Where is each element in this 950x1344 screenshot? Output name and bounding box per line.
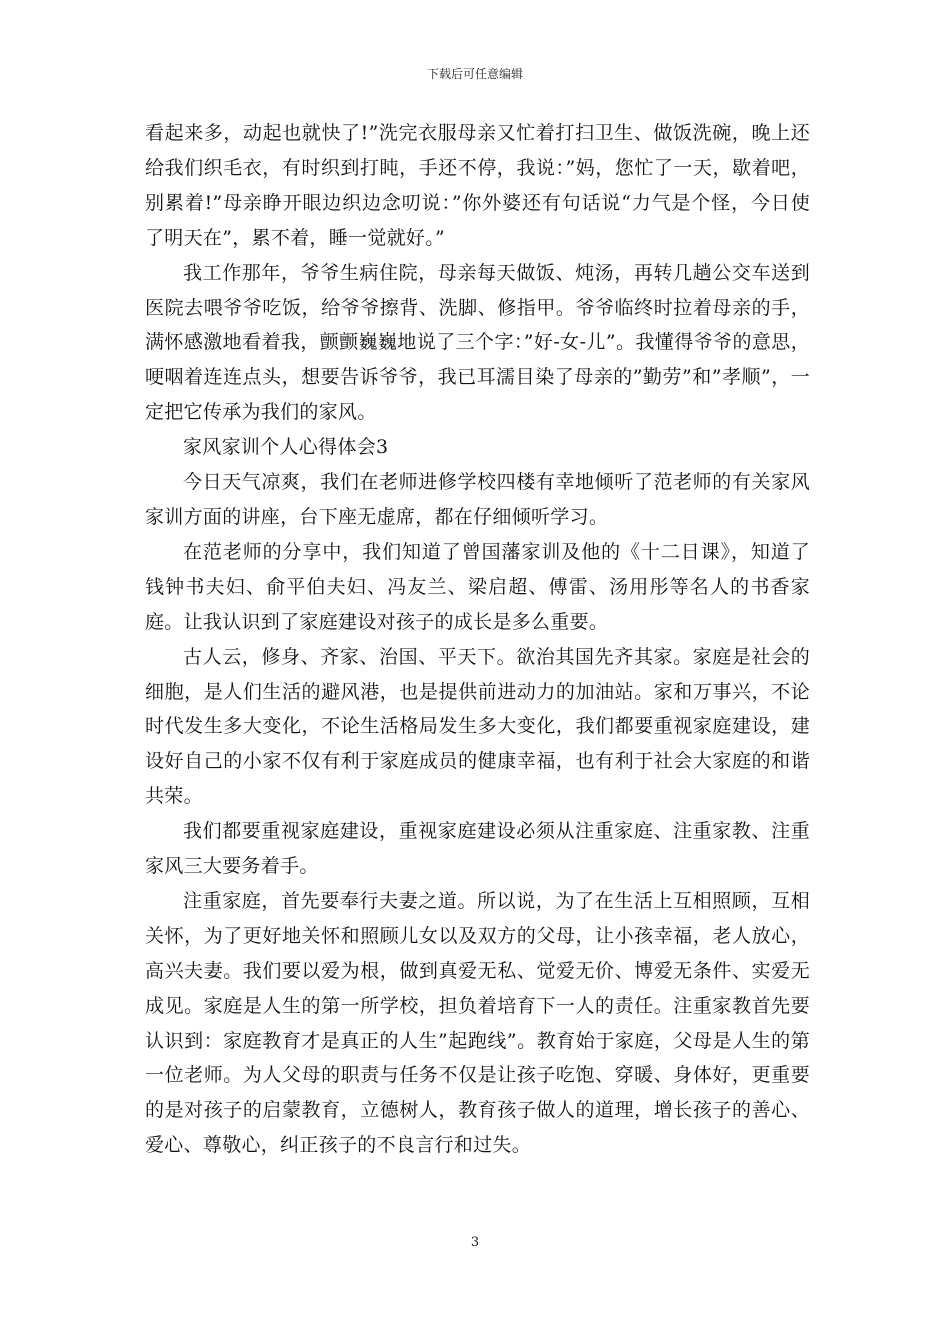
paragraph: 在范老师的分享中，我们知道了曾国藩家训及他的《十二日课》，知道了钱钟书夫妇、俞平伯夫妇、冯友兰、梁启超、傅雷、汤用彤等名人的书香家庭。让我认识到了家庭建设对孩子的成长是多么重要。 [145, 540, 810, 633]
paragraph-continuation: 看起来多，动起也就快了!”洗完衣服母亲又忙着打扫卫生、做饭洗碗，晚上还给我们织毛衣，有时织到打盹，手还不停，我说：”妈，您忙了一天，歇着吧，别累着!”母亲睁开眼边织边念叨说：”你外婆还有句话说“力气是个怪，今日使了明天在”，累不着，睡一觉就好。” [145, 122, 810, 249]
paragraph: 我们都要重视家庭建设，重视家庭建设必须从注重家庭、注重家教、注重家风三大要务着手。 [145, 820, 810, 878]
page-header: 下载后可任意编辑 [426, 67, 523, 81]
paragraph: 注重家庭，首先要奉行夫妻之道。所以说，为了在生活上互相照顾，互相关怀，为了更好地关怀和照顾儿女以及双方的父母，让小孩幸福，老人放心，高兴夫妻。我们要以爱为根，做到真爱无私、觉爱无价、博爱无条件、实爱无成见。家庭是人生的第一所学校，担负着培育下一人的责任。注重家教首先要认识到：家庭教育才是真正的人生”起跑线”。教育始于家庭，父母是人生的第一位老师。为人父母的职责与任务不仅是让孩子吃饱、穿暖、身体好，更重要的是对孩子的启蒙教育，立德树人，教育孩子做人的道理，增长孩子的善心、爱心、尊敬心，纠正孩子的不良言行和过失。 [145, 889, 810, 1157]
document-body [145, 116, 810, 1163]
paragraph: 古人云，修身、齐家、治国、平天下。欲治其国先齐其家。家庭是社会的细胞，是人们生活的避风港，也是提供前进动力的加油站。家和万事兴，不论时代发生多大变化，不论生活格局发生多大变化，我们都要重视家庭建设，建设好自己的小家不仅有利于家庭成员的健康幸福，也有利于社会大家庭的和谐共荣。 [145, 645, 810, 808]
paragraph: 今日天气凉爽，我们在老师进修学校四楼有幸地倾听了范老师的有关家风家训方面的讲座，台下座无虚席，都在仔细倾听学习。 [145, 471, 810, 528]
paragraph: 我工作那年，爷爷生病住院，母亲每天做饭、炖汤，再转几趟公交车送到医院去喂爷爷吃饭，给爷爷擦背、洗脚、修指甲。爷爷临终时拉着母亲的手，满怀感激地看着我，颤颤巍巍地说了三个字：”好-女-儿”。我懂得爷爷的意思，哽咽着连连点头，想要告诉爷爷，我已耳濡目染了母亲的”勤劳”和”孝顺”，一定把它传承为我们的家风。 [145, 261, 810, 424]
section-heading: 家风家训个人心得体会3 [183, 436, 389, 459]
page-number: 3 [470, 1235, 480, 1250]
